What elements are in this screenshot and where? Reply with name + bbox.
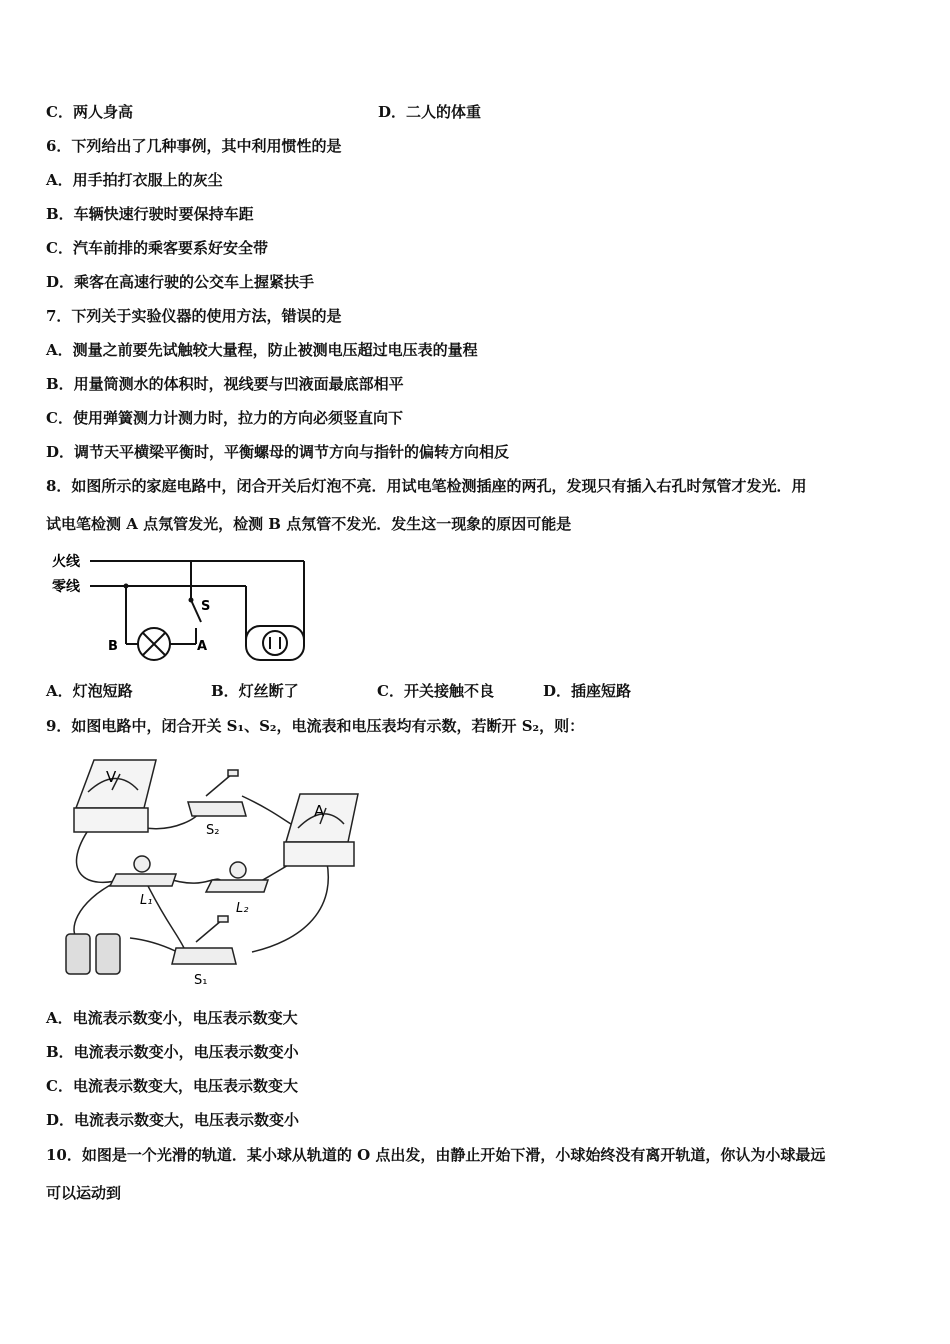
q8-stem-line1: 8．如图所示的家庭电路中，闭合开关后灯泡不亮．用试电笔检测插座的两孔，发现只有插入右孔时氖管才发光．用	[46, 477, 807, 495]
q5-option-c: C．两人身高	[46, 103, 133, 121]
q7-stem: 7．下列关于实验仪器的使用方法，错误的是	[46, 307, 342, 325]
q6-option-a: A．用手拍打衣服上的灰尘	[46, 171, 223, 189]
q6-option-d: D．乘客在高速行驶的公交车上握紧扶手	[46, 273, 315, 291]
q7-option-a: A．测量之前要先试触较大量程，防止被测电压超过电压表的量程	[46, 341, 478, 359]
q10-stem-line1: 10．如图是一个光滑的轨道．某小球从轨道的 O 点出发，由静止开始下滑，小球始终没有离开轨道，你认为小球最远	[46, 1146, 826, 1164]
point-a-label: A	[197, 639, 208, 654]
switch-s1-icon	[172, 916, 236, 964]
q9-option-d: D．电流表示数变大，电压表示数变小	[46, 1111, 300, 1129]
q7-option-d: D．调节天平横梁平衡时，平衡螺母的调节方向与指针的偏转方向相反	[46, 443, 510, 461]
q10-stem-line2: 可以运动到	[46, 1184, 122, 1202]
switch-s1-label: S₁	[194, 973, 208, 988]
q8-circuit-figure	[46, 548, 316, 666]
q9-stem: 9．如图电路中，闭合开关 S₁、S₂，电流表和电压表均有示数，若断开 S₂，则：	[46, 717, 585, 735]
lamp-l2-icon	[206, 862, 268, 892]
battery-icon	[66, 934, 120, 974]
voltmeter-label: V	[106, 768, 117, 786]
switch-label: S	[201, 599, 211, 614]
q6-stem: 6．下列给出了几种事例，其中利用惯性的是	[46, 137, 342, 155]
q8-stem-line2: 试电笔检测 A 点氖管发光，检测 B 点氖管不发光．发生这一现象的原因可能是	[46, 515, 572, 533]
q9-option-c: C．电流表示数变大，电压表示数变大	[46, 1077, 298, 1095]
point-b-label: B	[108, 639, 118, 654]
q8-option-c: C．开关接触不良	[377, 682, 494, 700]
switch-s2-label: S₂	[206, 823, 220, 838]
switch-s2-icon	[188, 770, 246, 816]
q6-option-b: B．车辆快速行驶时要保持车距	[46, 205, 254, 223]
q8-option-a: A．灯泡短路	[46, 682, 133, 700]
switch-blade	[191, 600, 201, 622]
q9-option-b: B．电流表示数变小，电压表示数变小	[46, 1043, 299, 1061]
q9-option-a: A．电流表示数变小，电压表示数变大	[46, 1009, 298, 1027]
lamp-l1-label: L₁	[140, 893, 153, 908]
q9-circuit-figure	[46, 752, 366, 990]
q7-option-b: B．用量筒测水的体积时，视线要与凹液面最底部相平	[46, 375, 404, 393]
q5-option-d: D．二人的体重	[378, 103, 482, 121]
lamp-l1-icon	[110, 856, 176, 886]
q6-option-c: C．汽车前排的乘客要系好安全带	[46, 239, 268, 257]
neutral-wire-label: 零线	[52, 579, 80, 595]
live-wire-label: 火线	[52, 554, 80, 570]
lamp-l2-label: L₂	[236, 901, 249, 916]
q7-option-c: C．使用弹簧测力计测力时，拉力的方向必须竖直向下	[46, 409, 403, 427]
q8-option-b: B．灯丝断了	[211, 682, 299, 700]
q8-option-d: D．插座短路	[543, 682, 632, 700]
ammeter-label: A	[314, 802, 325, 820]
